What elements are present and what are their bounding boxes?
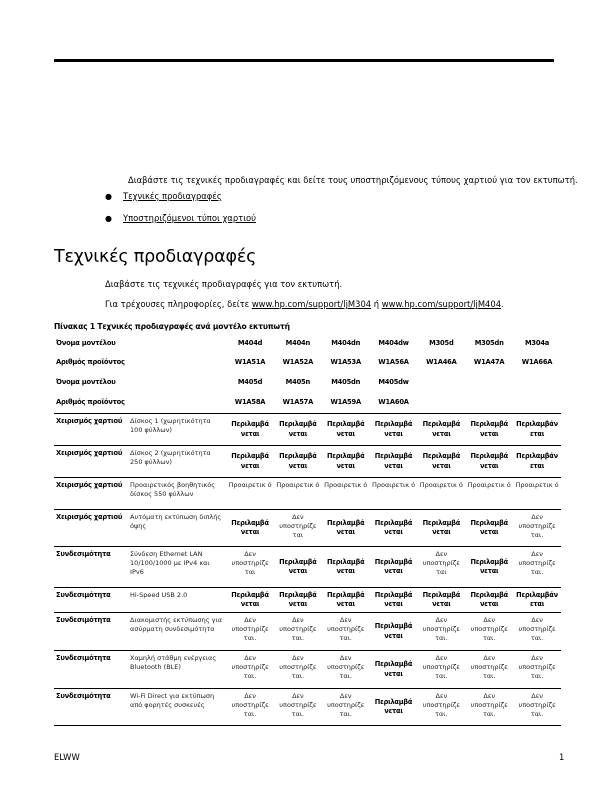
cell-included: Περιλαμβά νεται xyxy=(322,546,370,587)
cell-included: Περιλαμβά νεται xyxy=(322,445,370,477)
cell-included: Περιλαμβά νεται xyxy=(370,445,418,477)
table-row xyxy=(54,445,561,477)
cell-included: Περιλαμβά νεται xyxy=(465,413,513,445)
cell-included: Περιλαμβά νεται xyxy=(370,509,418,546)
table-caption: Πίνακας 1 Τεχνικές προδιαγραφές ανά μοντέλο εκτυπωτή xyxy=(54,322,290,331)
row-feature: Αυτόματη εκτύπωση διπλής όψης xyxy=(128,509,226,546)
table-row xyxy=(54,477,561,509)
support-middle: ή xyxy=(371,299,382,309)
table-row xyxy=(54,587,561,612)
table-header-row xyxy=(54,372,561,393)
cell-included: Περιλαμβάν εται xyxy=(513,445,561,477)
cell-included: Περιλαμβάν εται xyxy=(513,587,561,612)
header-cell: W1A59A xyxy=(322,393,370,413)
table-row xyxy=(54,413,561,445)
cell-included: Περιλαμβά νεται xyxy=(226,509,274,546)
header-cell: M405dw xyxy=(378,377,409,386)
header-cell xyxy=(513,393,561,413)
header-cell: W1A51A xyxy=(234,358,266,367)
cell-value: Δεν υποστηρίζε ται. xyxy=(513,650,561,688)
link-list-item xyxy=(105,213,256,235)
row-category: Χειρισμός χαρτιού xyxy=(54,509,128,546)
cell-value: Δεν υποστηρίζε ται. xyxy=(513,612,561,650)
cell-value: Δεν υποστηρίζε ται xyxy=(274,509,322,546)
cell-included: Περιλαμβά νεται xyxy=(370,650,418,688)
table-row xyxy=(54,612,561,650)
header-cell xyxy=(465,372,513,393)
support-paragraph xyxy=(105,299,504,309)
cell-value: Δεν υποστηρίζε ται. xyxy=(322,612,370,650)
cell-included: Περιλαμβά νεται xyxy=(465,509,513,546)
page-number: 1 xyxy=(559,752,565,762)
header-cell xyxy=(417,393,465,413)
cell-included: Περιλαμβά νεται xyxy=(226,413,274,445)
cell-included: Περιλαμβά νεται xyxy=(226,587,274,612)
cell-value: Προαιρετικ ό xyxy=(465,477,513,509)
spec-intro-paragraph: Διαβάστε τις τεχνικές προδιαγραφές για τον εκτυπωτή. xyxy=(105,279,343,289)
row-category: Συνδεσιμότητα xyxy=(54,650,128,688)
cell-included: Περιλαμβά νεται xyxy=(370,612,418,650)
header-label: Αριθμός προϊόντος xyxy=(54,393,226,413)
cell-included: Περιλαμβά νεται xyxy=(370,413,418,445)
row-feature: Διακομιστής εκτύπωσης για ασύρματη συνδεσιμότητα xyxy=(128,612,226,650)
header-label: Όνομα μοντέλου xyxy=(56,377,116,386)
row-category: Συνδεσιμότητα xyxy=(54,612,128,650)
cell-value: Δεν υποστηρίζε ται xyxy=(417,546,465,587)
cell-value: Δεν υποστηρίζε ται. xyxy=(226,612,274,650)
header-cell: M404d xyxy=(237,339,263,348)
header-cell: M305d xyxy=(429,339,454,348)
cell-value: Δεν υποστηρίζε ται. xyxy=(417,688,465,725)
support-suffix: . xyxy=(501,299,504,309)
link-paper-types[interactable]: Υποστηριζόμενοι τύποι χαρτιού xyxy=(123,213,256,223)
row-feature: Προαιρετικός βοηθητικός δίσκος 550 φύλλων xyxy=(128,477,226,509)
cell-value: Δεν υποστηρίζε ται. xyxy=(274,612,322,650)
header-cell xyxy=(465,393,513,413)
table-row xyxy=(54,546,561,587)
header-cell: W1A53A xyxy=(330,358,361,367)
row-category: Χειρισμός χαρτιού xyxy=(54,413,128,445)
row-category: Συνδεσιμότητα xyxy=(54,546,128,587)
cell-included: Περιλαμβά νεται xyxy=(322,509,370,546)
cell-included: Περιλαμβά νεται xyxy=(465,546,513,587)
header-cell: W1A66A xyxy=(521,358,553,367)
header-cell: M405d xyxy=(237,377,263,386)
cell-included: Περιλαμβά νεται xyxy=(274,546,322,587)
cell-value: Δεν υποστηρίζε ται. xyxy=(513,509,561,546)
cell-included: Περιλαμβά νεται xyxy=(465,445,513,477)
header-cell: M405n xyxy=(285,377,311,386)
cell-value: Δεν υποστηρίζε ται. xyxy=(513,546,561,587)
support-link-m304[interactable]: www.hp.com/support/ljM304 xyxy=(251,299,372,309)
cell-included: Περιλαμβά νεται xyxy=(417,587,465,612)
cell-value: Δεν υποστηρίζε ται. xyxy=(322,688,370,725)
cell-included: Περιλαμβά νεται xyxy=(417,413,465,445)
cell-value: Δεν υποστηρίζε ται. xyxy=(322,650,370,688)
cell-value: Δεν υποστηρίζε ται. xyxy=(513,688,561,725)
cell-included: Περιλαμβάν εται xyxy=(513,413,561,445)
cell-included: Περιλαμβά νεται xyxy=(274,445,322,477)
header-cell: M404dw xyxy=(378,339,409,348)
cell-value: Προαιρετικ ό xyxy=(322,477,370,509)
cell-value: Δεν υποστηρίζε ται. xyxy=(417,650,465,688)
cell-included: Περιλαμβά νεται xyxy=(370,688,418,725)
header-cell: W1A57A xyxy=(274,393,322,413)
cell-included: Περιλαμβά νεται xyxy=(465,587,513,612)
support-prefix: Για τρέχουσες πληροφορίες, δείτε xyxy=(105,299,252,309)
header-label: Όνομα μοντέλου xyxy=(56,339,116,348)
row-category: Χειρισμός χαρτιού xyxy=(54,445,128,477)
header-cell: M404dn xyxy=(331,339,361,348)
table-header-row xyxy=(54,354,561,372)
bullet-icon: ● xyxy=(105,214,112,223)
table-row xyxy=(54,688,561,725)
top-rule xyxy=(54,59,554,62)
cell-value: Προαιρετικ ό xyxy=(370,477,418,509)
header-cell xyxy=(417,372,465,393)
row-feature: Χαμηλή στάθμη ενέργειας Bluetooth (BLE) xyxy=(128,650,226,688)
cell-included: Περιλαμβά νεται xyxy=(370,587,418,612)
header-cell: M305dn xyxy=(474,339,504,348)
cell-value: Δεν υποστηρίζε ται. xyxy=(226,650,274,688)
header-cell: W1A60A xyxy=(370,393,418,413)
header-cell: W1A47A xyxy=(473,358,505,367)
cell-included: Περιλαμβά νεται xyxy=(226,445,274,477)
cell-included: Περιλαμβά νεται xyxy=(417,445,465,477)
section-heading: Τεχνικές προδιαγραφές xyxy=(54,247,257,267)
link-technical-specs[interactable]: Τεχνικές προδιαγραφές xyxy=(123,191,222,201)
cell-value: Προαιρετικ ό xyxy=(226,477,274,509)
row-feature: Σύνδεση Ethernet LAN 10/100/1000 με IPv4 και IPv6 xyxy=(128,546,226,587)
row-feature: Δίσκος 2 (χωρητικότητα 250 φύλλων) xyxy=(128,445,226,477)
header-cell: M404n xyxy=(285,339,311,348)
header-cell: W1A58A xyxy=(226,393,274,413)
support-link-m404[interactable]: www.hp.com/support/ljM404 xyxy=(381,299,502,309)
header-cell xyxy=(513,372,561,393)
header-cell: W1A56A xyxy=(378,358,409,367)
cell-included: Περιλαμβά νεται xyxy=(274,413,322,445)
header-cell: M304a xyxy=(524,339,550,348)
row-category: Συνδεσιμότητα xyxy=(54,587,128,612)
intro-text: Διαβάστε τις τεχνικές προδιαγραφές και δείτε τους υποστηριζόμενους τύπους χαρτιού για τον εκτυπωτή. xyxy=(128,175,578,185)
row-feature: Wi-Fi Direct για εκτύπωση από φορητές συσκευές xyxy=(128,688,226,725)
header-cell: W1A46A xyxy=(426,358,457,367)
cell-value: Δεν υποστηρίζε ται. xyxy=(465,650,513,688)
row-feature: Hi-Speed USB 2.0 xyxy=(128,587,226,612)
cell-included: Περιλαμβά νεται xyxy=(322,587,370,612)
cell-value: Προαιρετικ ό xyxy=(417,477,465,509)
table-header-row xyxy=(54,393,561,413)
cell-value: Δεν υποστηρίζε ται. xyxy=(417,612,465,650)
table-row xyxy=(54,650,561,688)
cell-value: Προαιρετικ ό xyxy=(274,477,322,509)
cell-value: Δεν υποστηρίζε ται. xyxy=(274,650,322,688)
footer-left: ELWW xyxy=(54,752,80,762)
row-category: Χειρισμός χαρτιού xyxy=(54,477,128,509)
header-cell: W1A52A xyxy=(282,358,314,367)
cell-included: Περιλαμβά νεται xyxy=(417,509,465,546)
spec-table xyxy=(54,334,561,726)
cell-value: Δεν υποστηρίζε ται. xyxy=(465,688,513,725)
cell-included: Περιλαμβά νεται xyxy=(370,546,418,587)
header-cell: M405dn xyxy=(331,377,361,386)
cell-value: Δεν υποστηρίζε ται xyxy=(226,546,274,587)
table-row xyxy=(54,509,561,546)
row-category: Συνδεσιμότητα xyxy=(54,688,128,725)
header-label: Αριθμός προϊόντος xyxy=(56,358,125,367)
cell-value: Δεν υποστηρίζε ται. xyxy=(274,688,322,725)
bullet-icon: ● xyxy=(105,192,112,201)
cell-value: Προαιρετικ ό xyxy=(513,477,561,509)
link-list-item xyxy=(105,191,256,213)
cell-value: Δεν υποστηρίζε ται. xyxy=(465,612,513,650)
row-feature: Δίσκος 1 (χωρητικότητα 100 φύλλων) xyxy=(128,413,226,445)
table-header-row xyxy=(54,334,561,354)
link-list xyxy=(105,191,256,235)
cell-included: Περιλαμβά νεται xyxy=(274,587,322,612)
cell-included: Περιλαμβά νεται xyxy=(322,413,370,445)
cell-value: Δεν υποστηρίζε ται. xyxy=(226,688,274,725)
